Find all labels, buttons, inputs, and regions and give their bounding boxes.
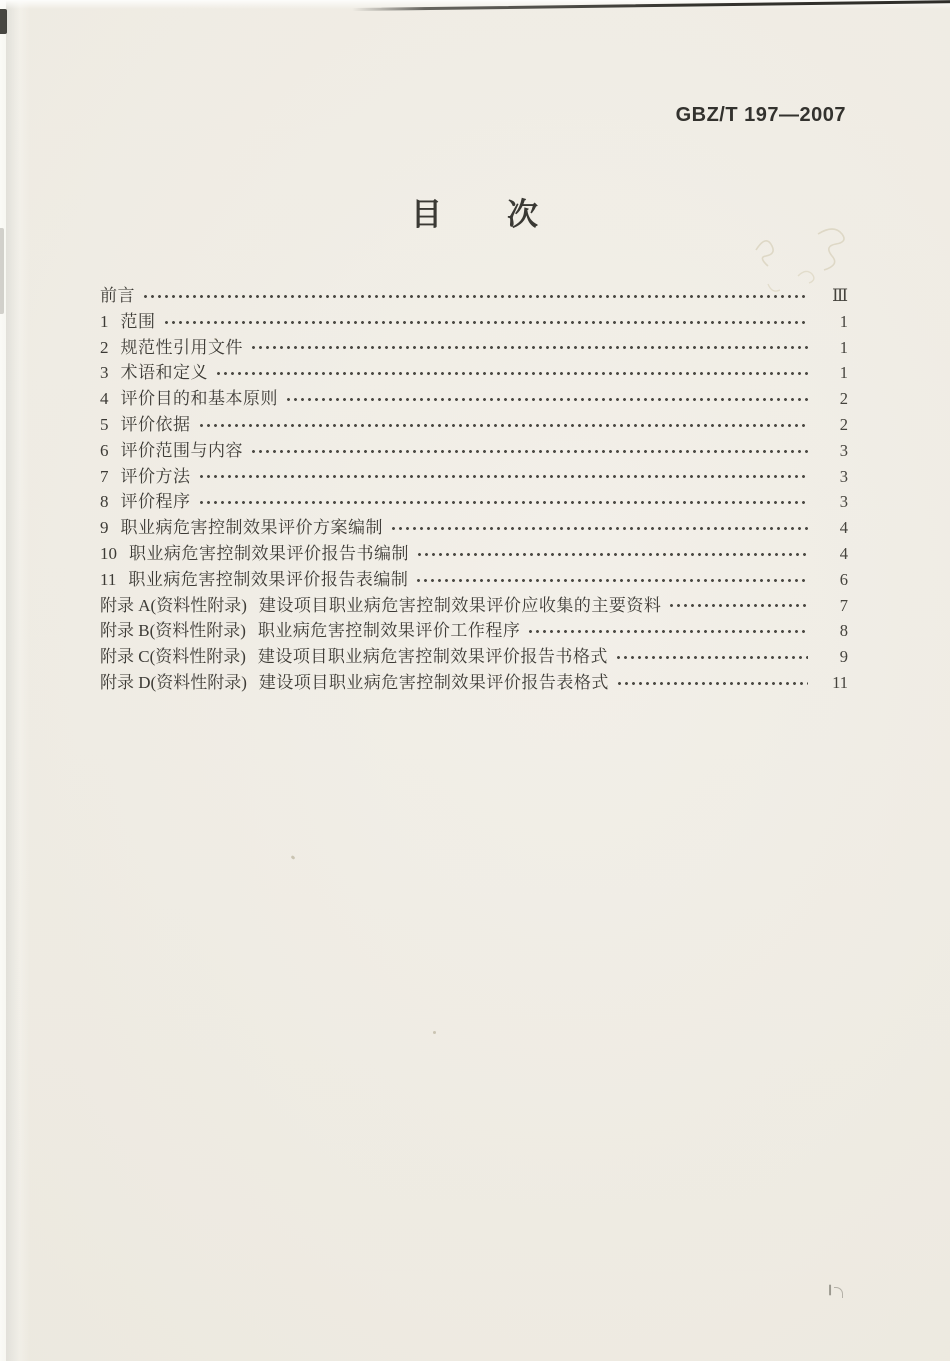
dot-leader	[250, 344, 808, 351]
toc-entry-page: 2	[839, 389, 848, 409]
page-title: 目 次	[411, 197, 539, 232]
toc-entry	[100, 616, 848, 642]
toc-entry	[100, 462, 848, 488]
scan-speck	[291, 855, 296, 860]
toc-entry-title: 术语和定义	[120, 363, 208, 383]
toc-entry-number: 附录 A(资料性附录)	[100, 595, 247, 615]
dot-leader	[415, 577, 808, 584]
toc-entry-number: 3	[100, 363, 109, 383]
toc-entry	[100, 642, 848, 668]
dot-leader	[198, 473, 809, 480]
toc-entry-page: 4	[839, 543, 848, 563]
toc-entry-number: 11	[100, 569, 117, 589]
toc-entry-number: 2	[100, 337, 109, 357]
toc-entry-number: 5	[100, 414, 109, 434]
toc-entry-title: 评价程序	[120, 492, 191, 512]
toc-entry-page: 3	[839, 466, 848, 486]
toc-entry	[100, 358, 848, 384]
toc-entry-number: 1	[100, 311, 109, 331]
toc-entry-number: 8	[100, 492, 109, 512]
toc-entry	[100, 410, 848, 436]
scan-speck	[433, 1031, 436, 1034]
toc-entry	[100, 307, 848, 333]
toc-entry-number: 7	[100, 466, 109, 486]
toc-entry-number: 6	[100, 440, 109, 460]
toc-entry-page: Ⅲ	[832, 286, 848, 305]
toc-entry-page: 1	[839, 363, 848, 383]
toc-entry-page: 9	[839, 647, 848, 667]
toc-entry-title: 建设项目职业病危害控制效果评价报告书格式	[257, 647, 608, 667]
toc-entry-title: 前言	[100, 286, 135, 305]
dot-leader	[416, 551, 808, 558]
toc-entry-page: 2	[839, 414, 848, 434]
toc-entry	[100, 333, 848, 359]
toc-entry-title: 建设项目职业病危害控制效果评价应收集的主要资料	[258, 595, 662, 615]
dot-leader	[215, 370, 808, 377]
toc-entry-number: 4	[100, 389, 109, 409]
toc-entry-page: 3	[839, 440, 848, 460]
toc-entry-title: 评价目的和基本原则	[120, 389, 278, 409]
toc-entry-title: 评价依据	[120, 414, 191, 434]
toc-entry	[100, 539, 848, 565]
dot-leader	[142, 293, 808, 300]
scan-left-edge-mark	[0, 9, 7, 34]
dot-leader	[285, 396, 808, 403]
toc-entry-title: 职业病危害控制效果评价报告书编制	[129, 543, 409, 563]
footer-page-numeral: Ⅰ	[828, 1284, 833, 1299]
scan-footer-artifact	[834, 1287, 843, 1298]
toc-entry	[100, 668, 848, 694]
table-of-contents	[100, 281, 848, 694]
toc-entry-page: 7	[839, 595, 848, 615]
toc-entry-page: 1	[839, 337, 848, 357]
toc-entry-number: 附录 B(资料性附录)	[100, 621, 246, 641]
toc-entry-title: 职业病危害控制效果评价报告表编制	[128, 569, 409, 589]
toc-entry-title: 评价方法	[120, 466, 191, 486]
toc-entry-title: 规范性引用文件	[120, 337, 243, 357]
scan-left-edge-mark	[0, 228, 4, 314]
toc-entry	[100, 384, 848, 410]
toc-entry	[100, 591, 848, 617]
toc-entry-title: 范围	[120, 311, 156, 331]
toc-entry-number: 9	[100, 518, 109, 538]
toc-entry-page: 8	[839, 621, 848, 641]
toc-entry	[100, 281, 848, 307]
toc-entry-number: 附录 C(资料性附录)	[100, 647, 246, 667]
standard-code: GBZ/T 197—2007	[675, 104, 846, 126]
toc-entry-page: 4	[839, 518, 848, 538]
dot-leader	[198, 499, 809, 506]
dot-leader	[390, 525, 808, 532]
page-footer-mark	[828, 1283, 843, 1300]
toc-entry	[100, 436, 848, 462]
toc-entry-number: 附录 D(资料性附录)	[100, 672, 247, 692]
dot-leader	[198, 422, 809, 429]
dot-leader	[616, 680, 808, 687]
dot-leader	[668, 602, 808, 609]
toc-entry-page: 11	[832, 672, 848, 692]
toc-entry-title: 职业病危害控制效果评价方案编制	[120, 518, 383, 538]
toc-entry-number: 10	[100, 543, 117, 563]
dot-leader	[615, 654, 808, 661]
dot-leader	[163, 319, 809, 326]
toc-entry	[100, 513, 848, 539]
dot-leader	[250, 448, 808, 455]
toc-entry-page: 6	[839, 569, 848, 589]
toc-entry-title: 评价范围与内容	[120, 440, 243, 460]
dot-leader	[527, 628, 808, 635]
toc-entry	[100, 487, 848, 513]
toc-entry	[100, 565, 848, 591]
toc-entry-title: 建设项目职业病危害控制效果评价报告表格式	[258, 672, 609, 692]
toc-entry-page: 3	[839, 492, 848, 512]
toc-entry-page: 1	[839, 311, 848, 331]
toc-entry-title: 职业病危害控制效果评价工作程序	[257, 621, 521, 641]
